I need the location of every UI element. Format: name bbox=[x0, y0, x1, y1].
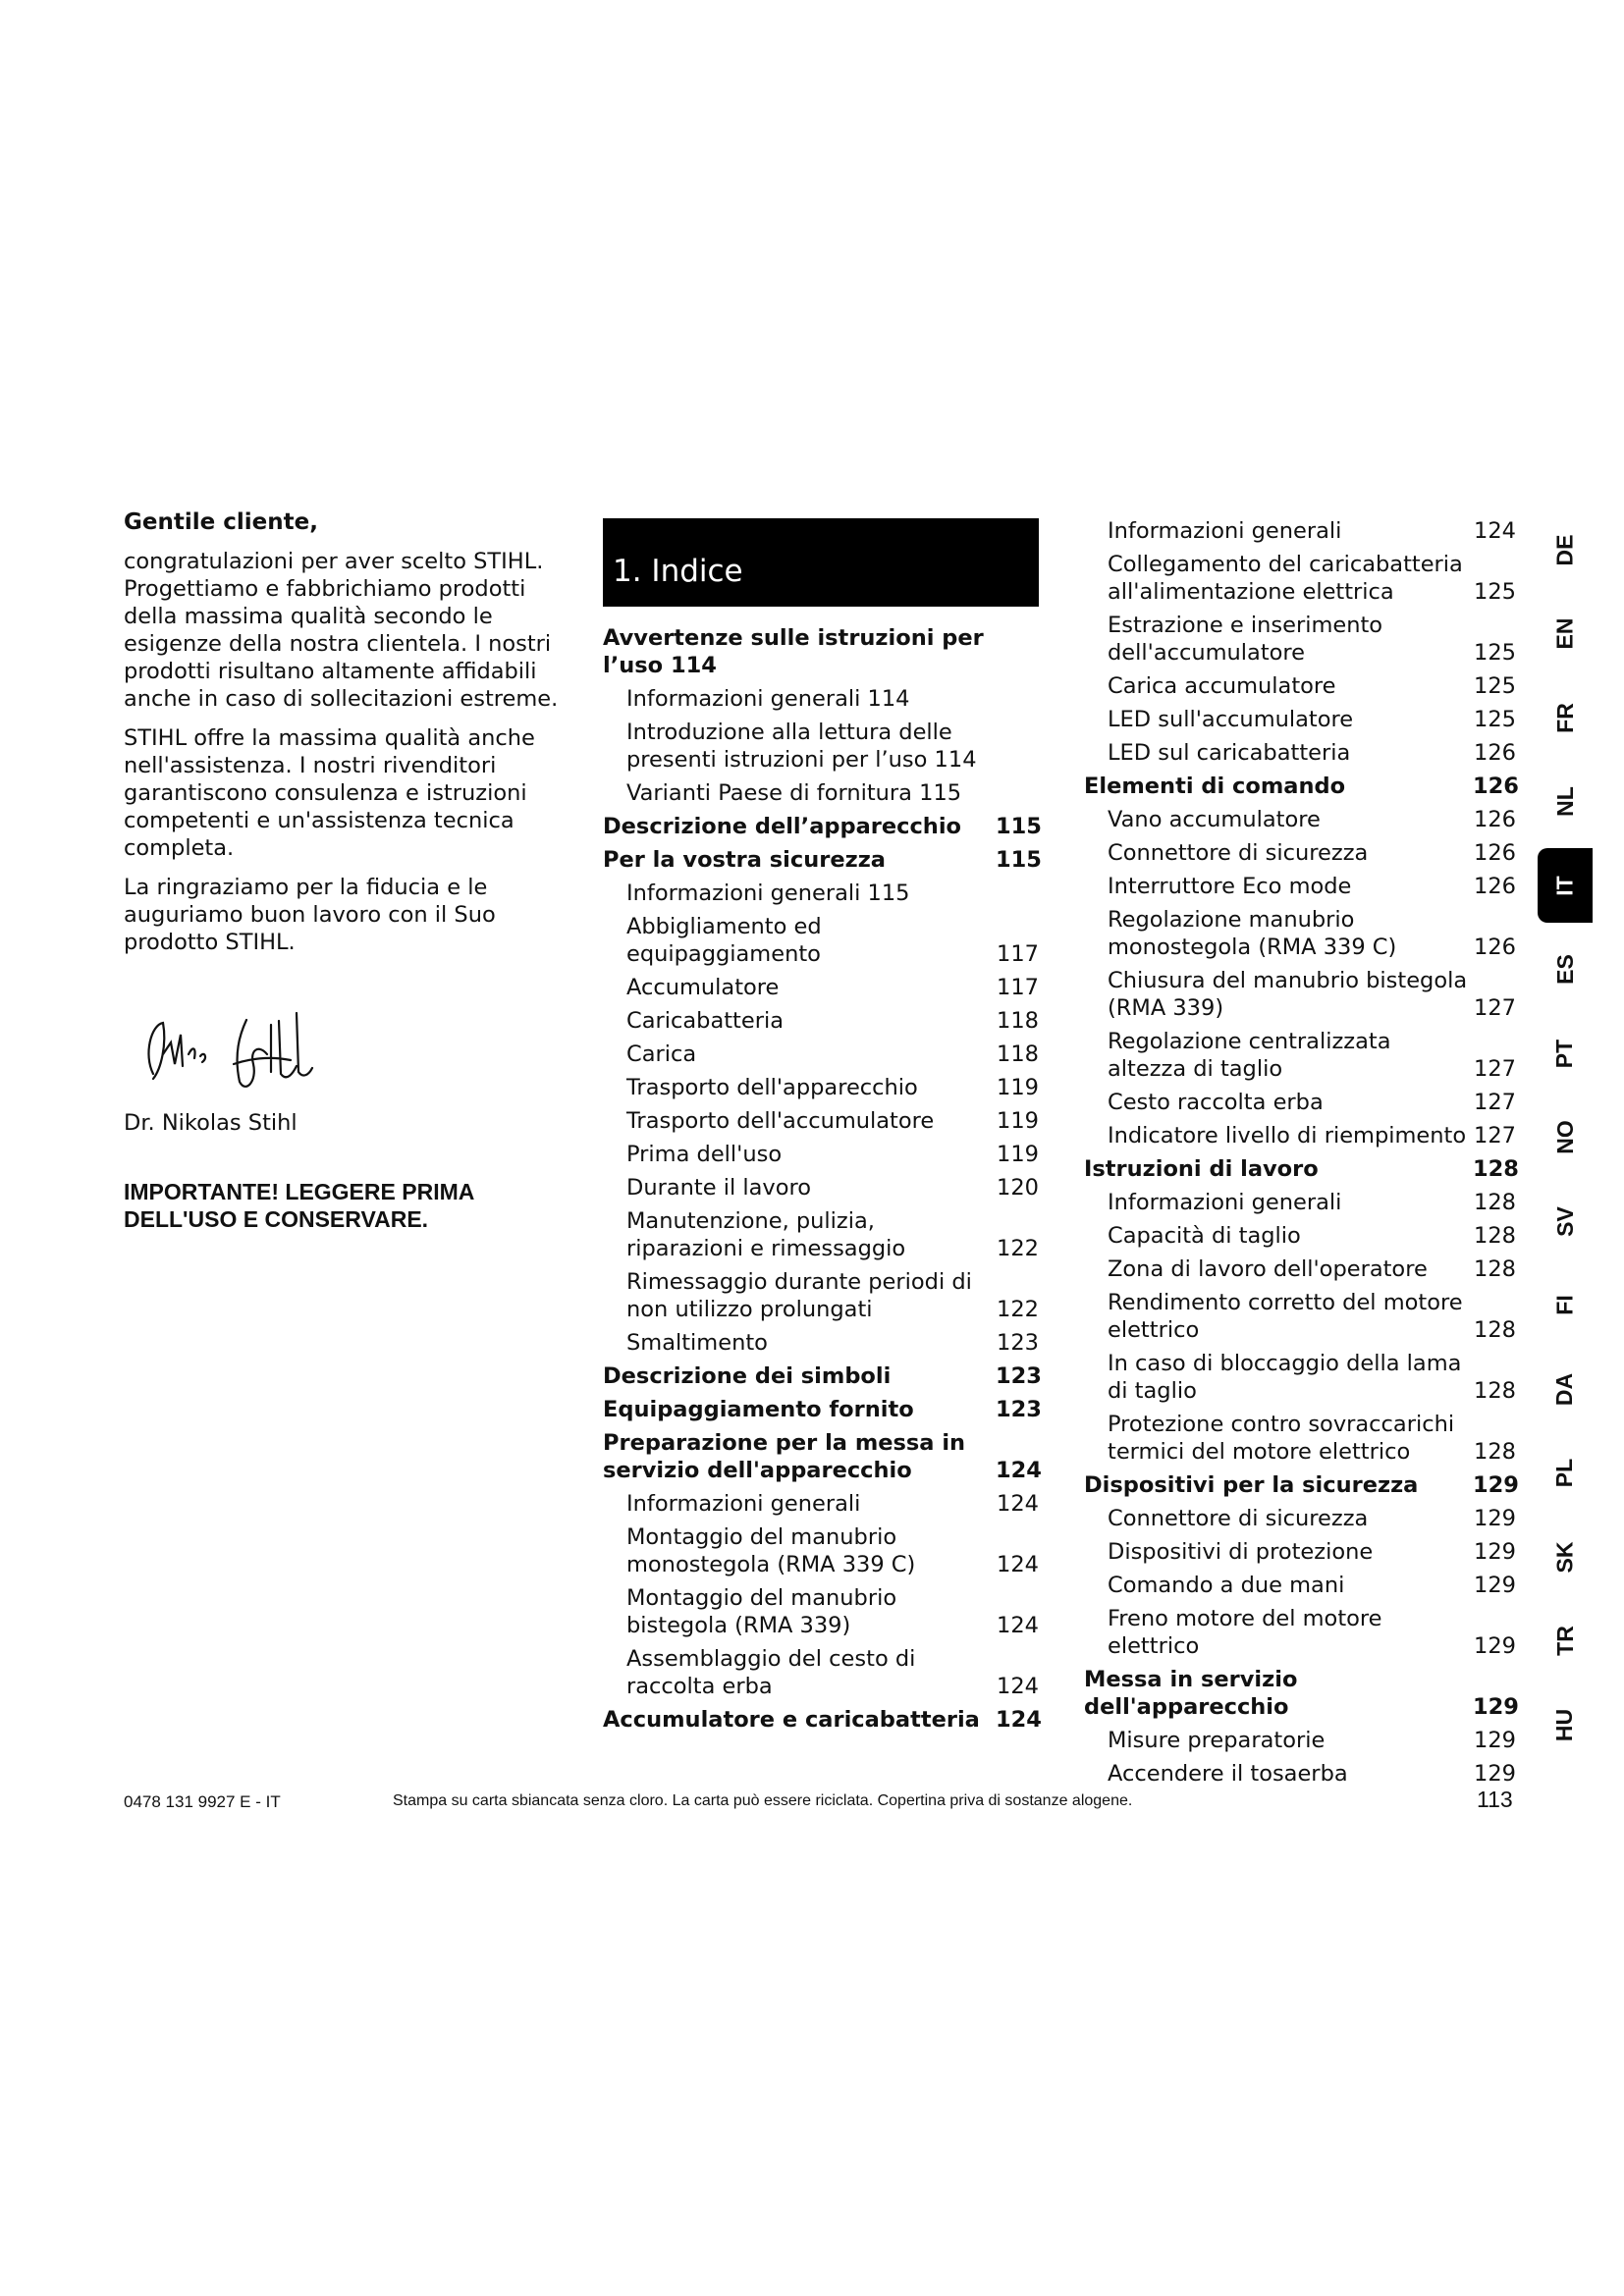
toc-section[interactable] bbox=[603, 813, 1042, 840]
toc-entry-page: 119 bbox=[997, 1075, 1039, 1100]
toc-entry-title: Avvertenze sulle istruzioni per l’uso 114 bbox=[603, 625, 984, 678]
toc-entry-page: 127 bbox=[1474, 995, 1516, 1021]
toc-entry[interactable] bbox=[1084, 551, 1516, 606]
toc-entry-page: 125 bbox=[1474, 707, 1516, 732]
toc-entry-title: Trasporto dell'apparecchio bbox=[626, 1075, 918, 1100]
toc-entry[interactable] bbox=[1084, 1727, 1516, 1754]
language-tab-label: EN bbox=[1551, 617, 1578, 650]
toc-entry[interactable] bbox=[603, 1523, 1039, 1578]
toc-entry-title: Chiusura del manubrio bistegola (RMA 339) bbox=[1108, 968, 1468, 1021]
toc-entry[interactable] bbox=[1084, 612, 1516, 667]
toc-entry-page: 127 bbox=[1474, 1123, 1516, 1148]
toc-entry-title: Elementi di comando bbox=[1084, 774, 1346, 799]
toc-entry[interactable] bbox=[1084, 739, 1516, 767]
toc-column-right bbox=[1084, 517, 1519, 1793]
toc-entry-title: Descrizione dei simboli bbox=[603, 1363, 892, 1389]
toc-entry-page: 124 bbox=[996, 1707, 1042, 1733]
print-note: Stampa su carta sbiancata senza cloro. La carta può essere riciclata. Copertina priva di sostanze alogene. bbox=[393, 1792, 1133, 1809]
toc-entry-page: 128 bbox=[1474, 1439, 1516, 1465]
toc-entry-title: Assemblaggio del cesto di raccolta erba bbox=[626, 1646, 916, 1699]
language-tab-sv[interactable] bbox=[1540, 1184, 1591, 1258]
toc-entry[interactable] bbox=[603, 1207, 1039, 1262]
toc-entry-title: Montaggio del manubrio monostegola (RMA 339 C) bbox=[626, 1524, 916, 1577]
toc-entry[interactable] bbox=[603, 880, 1039, 907]
toc-entry-page: 124 bbox=[997, 1552, 1039, 1577]
toc-section[interactable] bbox=[1084, 1471, 1519, 1499]
toc-entry-title: Accumulatore bbox=[626, 975, 780, 1000]
toc-entry-page: 126 bbox=[1474, 807, 1516, 832]
toc-entry-page: 126 bbox=[1474, 874, 1516, 899]
toc-entry-title: Informazioni generali 115 bbox=[626, 881, 910, 906]
toc-entry-page: 127 bbox=[1474, 1056, 1516, 1082]
language-tab-label: PL bbox=[1551, 1458, 1578, 1488]
toc-entry-title: Dispositivi per la sicurezza bbox=[1084, 1472, 1419, 1498]
toc-section[interactable] bbox=[1084, 773, 1519, 800]
toc-entry-page: 129 bbox=[1474, 1633, 1516, 1659]
language-tab-de[interactable] bbox=[1540, 512, 1591, 587]
toc-entry[interactable] bbox=[1084, 806, 1516, 833]
language-tab-label: DA bbox=[1551, 1372, 1578, 1406]
language-tab-label: FR bbox=[1551, 702, 1578, 733]
toc-heading: 1. Indice bbox=[603, 518, 1039, 607]
language-tab-label: TR bbox=[1551, 1626, 1578, 1656]
toc-entry[interactable] bbox=[603, 1074, 1039, 1101]
toc-entry-page: 128 bbox=[1474, 1317, 1516, 1343]
language-tab-hu[interactable] bbox=[1540, 1687, 1591, 1762]
toc-entry[interactable] bbox=[1084, 1222, 1516, 1250]
toc-entry[interactable] bbox=[1084, 1189, 1516, 1216]
toc-entry-title: Trasporto dell'accumulatore bbox=[626, 1108, 935, 1134]
toc-entry-title: Regolazione centralizzata altezza di taglio bbox=[1108, 1029, 1391, 1082]
toc-entry-title: Descrizione dell’apparecchio bbox=[603, 814, 961, 839]
toc-entry-page: 126 bbox=[1474, 840, 1516, 866]
language-tab-label: DE bbox=[1551, 534, 1578, 565]
signature bbox=[124, 995, 566, 1103]
language-tab-sk[interactable] bbox=[1540, 1520, 1591, 1594]
toc-entry-page: 129 bbox=[1474, 1761, 1516, 1787]
toc-entry-title: Informazioni generali bbox=[1108, 1190, 1342, 1215]
toc-entry-page: 129 bbox=[1474, 1539, 1516, 1565]
toc-entry[interactable] bbox=[1084, 1350, 1516, 1405]
toc-entry[interactable] bbox=[1084, 967, 1516, 1022]
toc-entry-title: Informazioni generali 114 bbox=[626, 686, 910, 712]
toc-section[interactable] bbox=[603, 624, 1039, 679]
intro-column bbox=[124, 508, 566, 1233]
toc-entry-title: LED sul caricabatteria bbox=[1108, 740, 1351, 766]
toc-entry-page: 129 bbox=[1474, 1573, 1516, 1598]
toc-entry-page: 125 bbox=[1474, 673, 1516, 699]
toc-entry[interactable] bbox=[1084, 839, 1516, 867]
toc-section[interactable] bbox=[603, 1706, 1042, 1734]
toc-entry[interactable] bbox=[603, 1174, 1039, 1201]
toc-entry[interactable] bbox=[603, 1041, 1039, 1068]
toc-entry[interactable] bbox=[1084, 1028, 1516, 1083]
toc-entry[interactable] bbox=[1084, 1255, 1516, 1283]
toc-entry-page: 124 bbox=[997, 1674, 1039, 1699]
toc-entry-title: Equipaggiamento fornito bbox=[603, 1397, 914, 1422]
toc-entry[interactable] bbox=[603, 1584, 1039, 1639]
toc-entry-page: 127 bbox=[1474, 1090, 1516, 1115]
toc-entry-title: Istruzioni di lavoro bbox=[1084, 1156, 1319, 1182]
toc-entry[interactable] bbox=[603, 1107, 1039, 1135]
toc-entry-page: 122 bbox=[997, 1236, 1039, 1261]
toc-entry-title: Capacità di taglio bbox=[1108, 1223, 1301, 1249]
toc-entry-title: Freno motore del motore elettrico bbox=[1108, 1606, 1382, 1659]
toc-entry[interactable] bbox=[1084, 706, 1516, 733]
toc-entry-title: Carica accumulatore bbox=[1108, 673, 1336, 699]
toc-entry[interactable] bbox=[603, 779, 1039, 807]
toc-entry-page: 128 bbox=[1474, 1256, 1516, 1282]
toc-entry-page: 126 bbox=[1473, 774, 1519, 799]
toc-entry[interactable] bbox=[603, 1007, 1039, 1035]
language-tab-pt[interactable] bbox=[1540, 1016, 1591, 1091]
language-tab-it[interactable] bbox=[1538, 848, 1593, 923]
toc-section[interactable] bbox=[603, 846, 1042, 874]
toc-entry-page: 124 bbox=[1474, 518, 1516, 544]
toc-entry-title: Protezione contro sovraccarichi termici del motore elettrico bbox=[1108, 1412, 1455, 1465]
toc-entry[interactable] bbox=[603, 1329, 1039, 1357]
toc-entry-page: 124 bbox=[996, 1458, 1042, 1483]
toc-entry-page: 118 bbox=[997, 1041, 1039, 1067]
language-tab-da[interactable] bbox=[1540, 1352, 1591, 1426]
toc-entry[interactable] bbox=[1084, 1089, 1516, 1116]
toc-entry-page: 128 bbox=[1473, 1156, 1519, 1182]
toc-entry-page: 125 bbox=[1474, 640, 1516, 666]
toc-entry-title: Misure preparatorie bbox=[1108, 1728, 1326, 1753]
language-tab-label: FI bbox=[1551, 1295, 1578, 1315]
toc-entry[interactable] bbox=[1084, 1505, 1516, 1532]
toc-entry-title: Zona di lavoro dell'operatore bbox=[1108, 1256, 1428, 1282]
toc-entry-title: Interruttore Eco mode bbox=[1108, 874, 1352, 899]
language-tab-label: NO bbox=[1551, 1120, 1578, 1154]
toc-entry-title: Prima dell'uso bbox=[626, 1142, 783, 1167]
toc-entry-title: Durante il lavoro bbox=[626, 1175, 811, 1201]
toc-entry[interactable] bbox=[603, 1490, 1039, 1518]
toc-entry-page: 126 bbox=[1474, 934, 1516, 960]
toc-section[interactable] bbox=[603, 1396, 1042, 1423]
language-tab-no[interactable] bbox=[1540, 1100, 1591, 1175]
signer-name: Dr. Nikolas Stihl bbox=[124, 1110, 298, 1136]
toc-entry-page: 124 bbox=[997, 1491, 1039, 1517]
toc-entry-title: LED sull'accumulatore bbox=[1108, 707, 1354, 732]
toc-entry[interactable] bbox=[603, 1645, 1039, 1700]
toc-entry[interactable] bbox=[603, 685, 1039, 713]
language-tab-label: IT bbox=[1551, 875, 1578, 896]
toc-entry-title: Regolazione manubrio monostegola (RMA 339 C) bbox=[1108, 907, 1397, 960]
toc-entry[interactable] bbox=[603, 974, 1039, 1001]
toc-section[interactable] bbox=[603, 1362, 1042, 1390]
toc-section[interactable] bbox=[603, 1429, 1042, 1484]
toc-entry[interactable] bbox=[1084, 517, 1516, 545]
toc-entry-page: 120 bbox=[997, 1175, 1039, 1201]
toc-entry-title: Messa in servizio dell'apparecchio bbox=[1084, 1667, 1298, 1720]
toc-entry[interactable] bbox=[603, 719, 1039, 774]
language-tab-es[interactable] bbox=[1540, 933, 1591, 1007]
toc-entry-page: 129 bbox=[1473, 1472, 1519, 1498]
toc-entry[interactable] bbox=[1084, 906, 1516, 961]
toc-column-left bbox=[603, 624, 1042, 1739]
toc-entry-page: 123 bbox=[996, 1397, 1042, 1422]
language-tab-fr[interactable] bbox=[1540, 680, 1591, 755]
toc-entry-title: Introduzione alla lettura delle presenti istruzioni per l’uso 114 bbox=[626, 720, 977, 773]
intro-paragraph: STIHL offre la massima qualità anche nell'assistenza. I nostri rivenditori garantiscono consulenza e istruzioni competenti e un'assistenza tecnica completa. bbox=[124, 725, 535, 861]
toc-entry[interactable] bbox=[1084, 1538, 1516, 1566]
toc-entry-title: Carica bbox=[626, 1041, 697, 1067]
toc-entry[interactable] bbox=[1084, 1760, 1516, 1788]
toc-entry-title: Caricabatteria bbox=[626, 1008, 785, 1034]
toc-entry-title: Accumulatore e caricabatteria bbox=[603, 1707, 980, 1733]
greeting: Gentile cliente, bbox=[124, 509, 318, 535]
intro-paragraph: congratulazioni per aver scelto STIHL. Progettiamo e fabbrichiamo prodotti della massima qualità secondo le esigenze della nostra clientela. I nostri prodotti risultano altamente affidabili anche in caso di sollecitazioni estreme. bbox=[124, 549, 559, 712]
toc-entry-title: Comando a due mani bbox=[1108, 1573, 1345, 1598]
toc-entry[interactable] bbox=[603, 1141, 1039, 1168]
toc-entry-title: In caso di bloccaggio della lama di taglio bbox=[1108, 1351, 1462, 1404]
toc-entry-page: 128 bbox=[1474, 1190, 1516, 1215]
toc-entry-page: 118 bbox=[997, 1008, 1039, 1034]
toc-entry[interactable] bbox=[1084, 1572, 1516, 1599]
toc-entry-page: 122 bbox=[997, 1297, 1039, 1322]
toc-entry-title: Connettore di sicurezza bbox=[1108, 1506, 1369, 1531]
toc-entry[interactable] bbox=[1084, 1122, 1516, 1149]
language-tab-tr[interactable] bbox=[1540, 1604, 1591, 1679]
language-tab-label: SV bbox=[1551, 1205, 1578, 1237]
toc-entry-title: Estrazione e inserimento dell'accumulatore bbox=[1108, 613, 1383, 666]
language-tab-label: SK bbox=[1551, 1541, 1578, 1573]
toc-entry-title: Indicatore livello di riempimento bbox=[1108, 1123, 1467, 1148]
toc-entry-page: 124 bbox=[997, 1613, 1039, 1638]
toc-entry-page: 117 bbox=[997, 975, 1039, 1000]
toc-entry-inline-page: 114 bbox=[670, 653, 717, 678]
toc-entry-page: 129 bbox=[1474, 1506, 1516, 1531]
toc-entry-title: Informazioni generali bbox=[626, 1491, 861, 1517]
toc-entry-title: Smaltimento bbox=[626, 1330, 768, 1356]
toc-entry-page: 123 bbox=[997, 1330, 1039, 1356]
toc-entry-title: Manutenzione, pulizia, riparazioni e rimessaggio bbox=[626, 1208, 906, 1261]
language-tab-nl[interactable] bbox=[1540, 765, 1591, 839]
toc-entry-page: 126 bbox=[1474, 740, 1516, 766]
toc-entry[interactable] bbox=[1084, 873, 1516, 900]
toc-entry-title: Abbigliamento ed equipaggiamento bbox=[626, 914, 822, 967]
signature-image bbox=[124, 995, 379, 1103]
language-tab-label: PT bbox=[1551, 1039, 1578, 1068]
toc-entry-title: Informazioni generali bbox=[1108, 518, 1342, 544]
intro-paragraph: La ringraziamo per la fiducia e le auguriamo buon lavoro con il Suo prodotto STIHL. bbox=[124, 875, 496, 955]
language-tabs bbox=[1540, 512, 1591, 1769]
toc-entry-page: 115 bbox=[996, 814, 1042, 839]
toc-section[interactable] bbox=[1084, 1666, 1519, 1721]
toc-entry-title: Preparazione per la messa in servizio dell'apparecchio bbox=[603, 1430, 966, 1483]
toc-entry-page: 123 bbox=[996, 1363, 1042, 1389]
toc-entry-title: Collegamento del caricabatteria all'alimentazione elettrica bbox=[1108, 552, 1463, 605]
toc-entry[interactable] bbox=[603, 1268, 1039, 1323]
toc-entry-title: Rimessaggio durante periodi di non utilizzo prolungati bbox=[626, 1269, 972, 1322]
toc-entry-page: 128 bbox=[1474, 1378, 1516, 1404]
toc-entry-page: 119 bbox=[997, 1142, 1039, 1167]
toc-entry-title: Connettore di sicurezza bbox=[1108, 840, 1369, 866]
language-tab-fi[interactable] bbox=[1540, 1268, 1591, 1343]
toc-entry-page: 119 bbox=[997, 1108, 1039, 1134]
toc-entry-page: 117 bbox=[997, 941, 1039, 967]
toc-entry-page: 129 bbox=[1473, 1694, 1519, 1720]
document-code: 0478 131 9927 E - IT bbox=[124, 1792, 281, 1811]
toc-entry[interactable] bbox=[603, 913, 1039, 968]
toc-entry-title: Varianti Paese di fornitura 115 bbox=[626, 780, 962, 806]
toc-entry-page: 115 bbox=[996, 847, 1042, 873]
toc-entry-title: Rendimento corretto del motore elettrico bbox=[1108, 1290, 1463, 1343]
language-tab-en[interactable] bbox=[1540, 597, 1591, 671]
toc-entry-page: 128 bbox=[1474, 1223, 1516, 1249]
language-tab-pl[interactable] bbox=[1540, 1436, 1591, 1511]
toc-entry-title: Vano accumulatore bbox=[1108, 807, 1321, 832]
language-tab-label: NL bbox=[1551, 786, 1578, 817]
toc-entry-title: Accendere il tosaerba bbox=[1108, 1761, 1348, 1787]
toc-entry-title: Cesto raccolta erba bbox=[1108, 1090, 1324, 1115]
toc-entry-title: Per la vostra sicurezza bbox=[603, 847, 886, 873]
language-tab-label: HU bbox=[1551, 1708, 1578, 1741]
toc-entry-page: 125 bbox=[1474, 579, 1516, 605]
toc-entry-page: 129 bbox=[1474, 1728, 1516, 1753]
toc-entry[interactable] bbox=[1084, 1411, 1516, 1466]
toc-entry[interactable] bbox=[1084, 1289, 1516, 1344]
language-tab-label: ES bbox=[1551, 954, 1578, 985]
page-number: 113 bbox=[1477, 1787, 1513, 1812]
toc-entry-title: Montaggio del manubrio bistegola (RMA 339) bbox=[626, 1585, 897, 1638]
important-notice: IMPORTANTE! LEGGERE PRIMA DELL'USO E CONSERVARE. bbox=[124, 1179, 474, 1232]
toc-entry-title: Dispositivi di protezione bbox=[1108, 1539, 1374, 1565]
toc-section[interactable] bbox=[1084, 1155, 1519, 1183]
toc-entry[interactable] bbox=[1084, 672, 1516, 700]
toc-entry[interactable] bbox=[1084, 1605, 1516, 1660]
